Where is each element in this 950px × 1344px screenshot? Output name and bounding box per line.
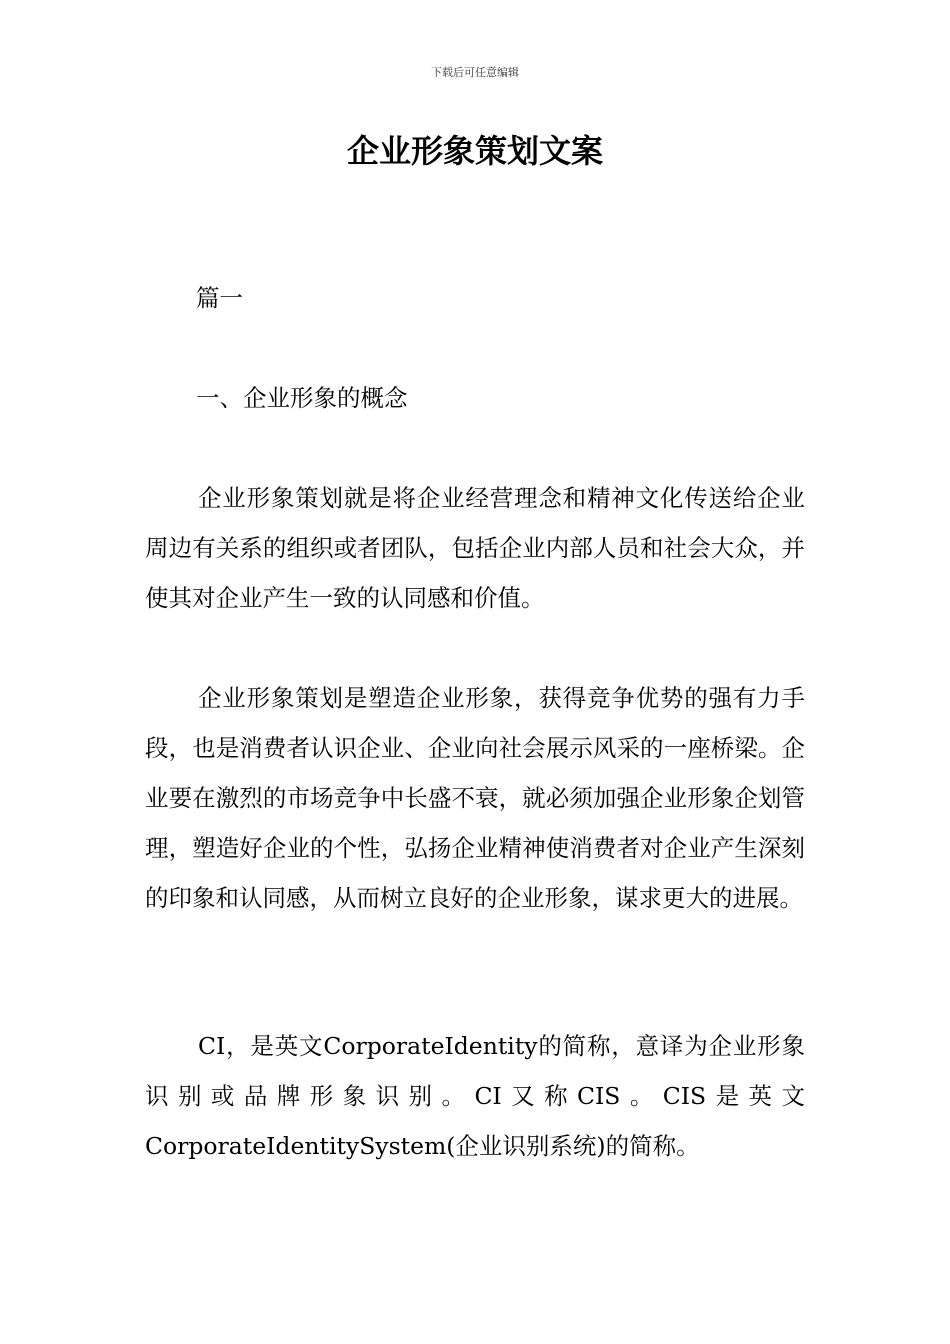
section-label: 篇一 [196,284,243,312]
paragraph-ci-definition: CI，是英文CorporateIdentity的简称，意译为企业形象识别或品牌形象识别。CI又称CIS。CIS是英文CorporateIdentitySystem(企业识别系统)的简称。 [145,1032,805,1160]
document-title: 企业形象策划文案 [346,132,603,170]
header-note: 下载后可任意编辑 [431,66,519,79]
paragraph-definition: 企业形象策划就是将企业经营理念和精神文化传送给企业周边有关系的组织或者团队，包括企业内部人员和社会大众，并使其对企业产生一致的认同感和价值。 [145,484,805,612]
heading-concept: 一、企业形象的概念 [196,384,408,412]
paragraph-importance: 企业形象策划是塑造企业形象，获得竞争优势的强有力手段，也是消费者认识企业、企业向社会展示风采的一座桥梁。企业要在激烈的市场竞争中长盛不衰，就必须加强企业形象企划管理，塑造好企业的个性，弘扬企业精神使消费者对企业产生深刻的印象和认同感，从而树立良好的企业形象，谋求更大的进展。 [145,684,805,912]
